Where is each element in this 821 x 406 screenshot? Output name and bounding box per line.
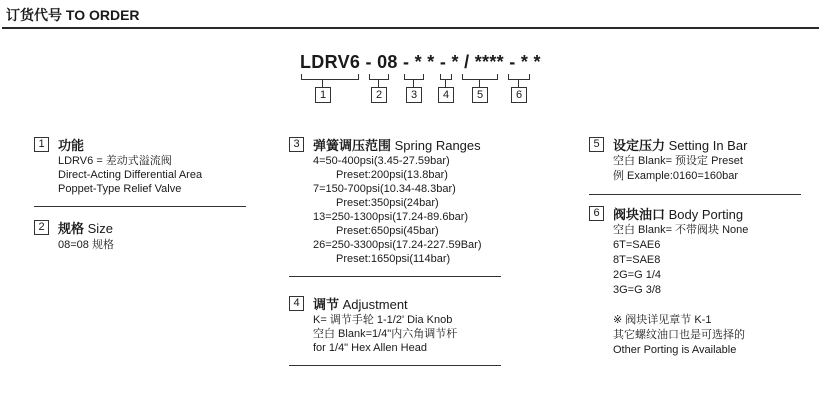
section-4-line: K= 调节手轮 1-1/2' Dia Knob xyxy=(313,314,453,326)
page-title: 订货代号 TO ORDER xyxy=(6,7,140,23)
code-bracket-3 xyxy=(404,74,424,80)
code-bracket-1 xyxy=(301,74,359,80)
code-box-6: 6 xyxy=(511,87,527,103)
section-5-title: 设定压力 Setting In Bar xyxy=(613,138,748,153)
section-4-divider xyxy=(289,365,501,366)
section-3-number: 3 xyxy=(289,137,304,152)
model-code xyxy=(300,52,541,73)
code-bracket-4 xyxy=(440,74,452,80)
code-tick-6 xyxy=(518,79,519,87)
section-3-title: 弹簧调压范围 Spring Ranges xyxy=(313,138,481,153)
section-6-note: ※ 阀块详见章节 K-1 xyxy=(613,314,712,326)
section-4-line: for 1/4" Hex Allen Head xyxy=(313,342,427,354)
code-box-2: 2 xyxy=(371,87,387,103)
section-3-line: Preset:650psi(45bar) xyxy=(336,225,439,237)
code-bracket-2 xyxy=(369,74,389,80)
section-6-line: 3G=G 3/8 xyxy=(613,284,662,296)
code-dash-a: - xyxy=(439,52,447,72)
section-6-note: 其它螺纹油口也是可选择的 xyxy=(613,329,745,341)
code-slash: / xyxy=(464,52,470,72)
section-6-line: 8T=SAE8 xyxy=(613,254,661,266)
section-6-line: 6T=SAE6 xyxy=(613,239,661,251)
section-6-line: 2G=G 1/4 xyxy=(613,269,662,281)
section-5-number: 5 xyxy=(589,137,604,152)
code-tick-2 xyxy=(378,79,379,87)
section-3-line: Preset:1650psi(114bar) xyxy=(336,253,451,265)
section-1-line: Direct-Acting Differential Area xyxy=(58,169,203,181)
code-adjust: * xyxy=(451,52,459,72)
section-5-line: 空白 Blank= 预设定 Preset xyxy=(613,155,743,167)
section-4-title: 调节 Adjustment xyxy=(313,297,408,312)
section-6-note: Other Porting is Available xyxy=(613,344,737,356)
section-2-number: 2 xyxy=(34,220,49,235)
code-spring: * * xyxy=(414,52,435,72)
section-3-line: Preset:350psi(24bar) xyxy=(336,197,439,209)
section-3-line: 26=250-3300psi(17.24-227.59Bar) xyxy=(313,239,482,251)
section-1-divider xyxy=(34,206,246,207)
code-tick-1 xyxy=(322,79,323,87)
section-1-number: 1 xyxy=(34,137,49,152)
code-box-1: 1 xyxy=(315,87,331,103)
code-bracket-5 xyxy=(462,74,498,80)
code-box-3: 3 xyxy=(406,87,422,103)
section-3-line: 13=250-1300psi(17.24-89.6bar) xyxy=(313,211,469,223)
code-tick-5 xyxy=(479,79,480,87)
section-3-line: 7=150-700psi(10.34-48.3bar) xyxy=(313,183,456,195)
section-1-line: Poppet-Type Relief Valve xyxy=(58,183,182,195)
section-1-line: LDRV6 = 差动式溢流阀 xyxy=(58,155,172,167)
section-6-title: 阀块油口 Body Porting xyxy=(613,207,744,222)
section-3-line: 4=50-400psi(3.45-27.59bar) xyxy=(313,155,450,167)
code-bracket-6 xyxy=(508,74,530,80)
code-box-4: 4 xyxy=(438,87,454,103)
section-2-line: 08=08 规格 xyxy=(58,239,114,251)
section-6-line: 空白 Blank= 不带阀块 None xyxy=(613,224,749,236)
section-1-title: 功能 xyxy=(58,138,85,153)
section-4-number: 4 xyxy=(289,296,304,311)
section-4-line: 空白 Blank=1/4"内六角调节杆 xyxy=(313,328,458,340)
section-6-number: 6 xyxy=(589,206,604,221)
section-5-divider xyxy=(589,194,801,195)
code-box-5: 5 xyxy=(472,87,488,103)
code-dash-b: - xyxy=(509,52,516,72)
code-setting: **** xyxy=(474,52,504,72)
code-tick-3 xyxy=(413,79,414,87)
code-model: LDRV6 xyxy=(300,52,361,72)
header-divider xyxy=(2,27,819,29)
section-3-divider xyxy=(289,276,501,277)
section-2-title: 规格 Size xyxy=(58,221,113,236)
code-tick-4 xyxy=(445,79,446,87)
code-porting: * * xyxy=(520,52,541,72)
section-5-line: 例 Example:0160=160bar xyxy=(613,170,739,182)
code-size: - 08 - xyxy=(365,52,410,72)
section-3-line: Preset:200psi(13.8bar) xyxy=(336,169,448,181)
